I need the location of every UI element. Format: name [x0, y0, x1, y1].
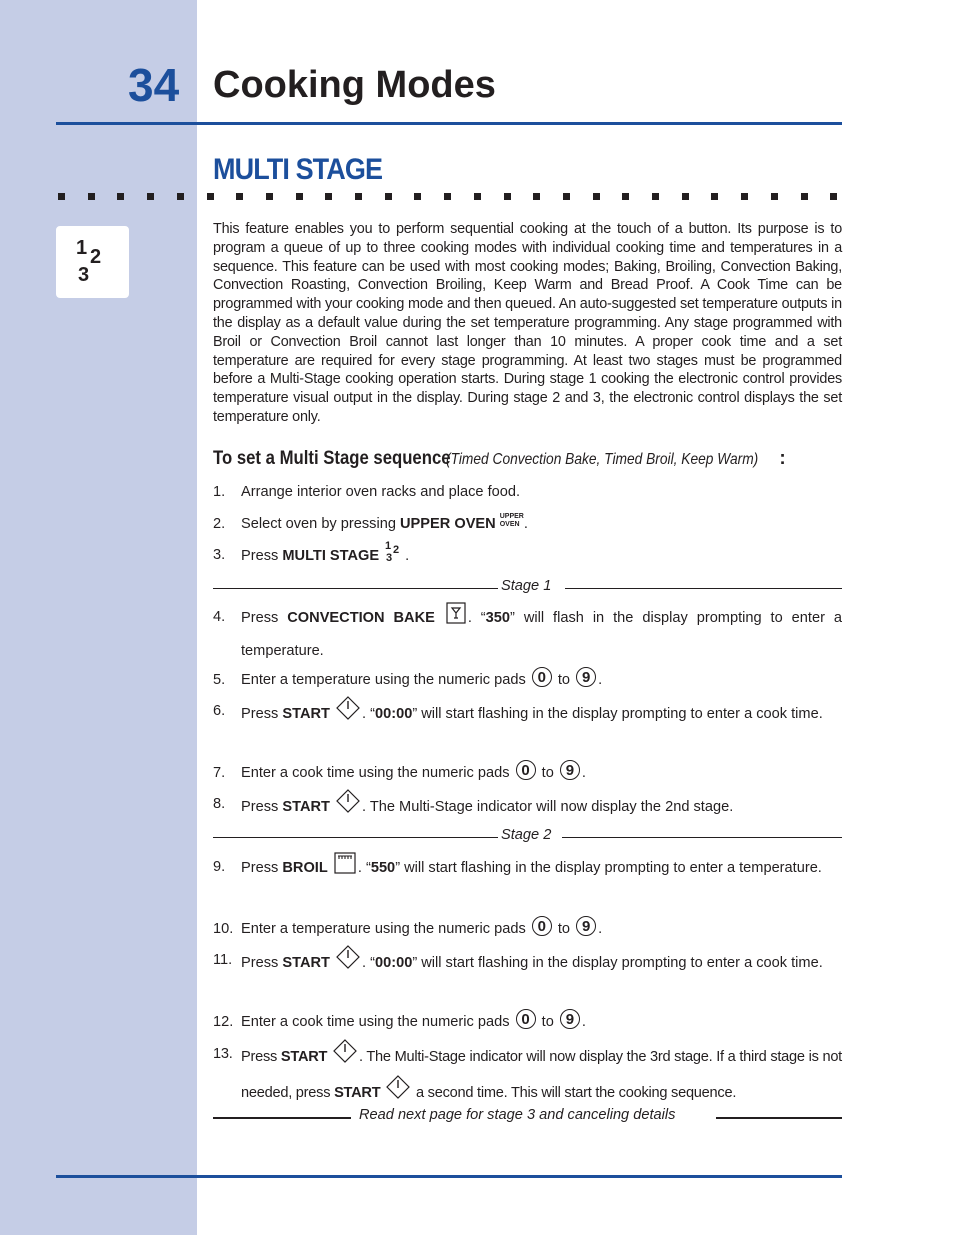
- separator-dot: [741, 193, 748, 200]
- separator-dot: [325, 193, 332, 200]
- separator-dot: [533, 193, 540, 200]
- separator-dot: [385, 193, 392, 200]
- separator-dot: [147, 193, 154, 200]
- svg-text:1: 1: [385, 540, 392, 552]
- separator-dot: [801, 193, 808, 200]
- page-number: 34: [128, 59, 180, 111]
- start-icon: [336, 696, 360, 732]
- dotted-separator: [58, 193, 848, 201]
- convection-bake-icon: [446, 602, 466, 636]
- separator-dot: [652, 193, 659, 200]
- stage-1-divider: Stage 1: [213, 578, 842, 598]
- separator-dot: [236, 193, 243, 200]
- step-1: 1. Arrange interior oven racks and place food.: [213, 484, 521, 500]
- stage-2-divider: Stage 2: [213, 827, 842, 847]
- separator-dot: [266, 193, 273, 200]
- section-title: MULTI STAGE: [213, 153, 383, 186]
- pad-9-icon: 9: [576, 916, 596, 936]
- separator-dot: [58, 193, 65, 200]
- separator-dot: [711, 193, 718, 200]
- step-2: 2. Select oven by pressing UPPER OVEN UPPER OVEN .: [213, 513, 528, 532]
- separator-dot: [117, 193, 124, 200]
- separator-dot: [593, 193, 600, 200]
- separator-dot: [682, 193, 689, 200]
- multi-stage-icon: [56, 226, 129, 298]
- step-10: 10. Enter a temperature using the numeric pads 0 to 9 .: [213, 918, 603, 937]
- step-12: 12. Enter a cook time using the numeric pads 0 to 9 .: [213, 1011, 586, 1030]
- procedure-heading: To set a Multi Stage sequence (Timed Convection Bake, Timed Broil, Keep Warm) :: [213, 448, 786, 469]
- separator-dot: [622, 193, 629, 200]
- separator-dot: [563, 193, 570, 200]
- svg-text:2: 2: [393, 544, 400, 556]
- step-6: 6. Press START . “00:00” will start flashing in the display prompting to enter a cook time.: [213, 696, 842, 732]
- pad-0-icon: 0: [532, 916, 552, 936]
- broil-icon: [334, 852, 356, 886]
- step-4: 4. Press CONVECTION BAKE . “350” will flash in the display prompting to enter a temperature.: [213, 602, 842, 667]
- digit-3: 3: [78, 264, 90, 286]
- start-icon: [336, 945, 360, 981]
- multi-stage-key-icon: [383, 540, 405, 560]
- header-rule: [56, 122, 842, 125]
- footer-rule: [56, 1175, 842, 1178]
- sidebar-band: [0, 0, 197, 1235]
- step-9: 9. Press BROIL . “550” will start flashing in the display prompting to enter a temperature.: [213, 852, 842, 886]
- digit-2: 2: [90, 246, 102, 268]
- pad-9-icon: 9: [576, 667, 596, 687]
- separator-dot: [177, 193, 184, 200]
- separator-dot: [771, 193, 778, 200]
- separator-dot: [88, 193, 95, 200]
- separator-dot: [504, 193, 511, 200]
- pad-0-icon: 0: [532, 667, 552, 687]
- next-page-divider: Read next page for stage 3 and canceling details: [213, 1107, 842, 1127]
- pad-0-icon: 0: [516, 1009, 536, 1029]
- pad-0-icon: 0: [516, 760, 536, 780]
- step-11: 11. Press START . “00:00” will start flashing in the display prompting to enter a cook time.: [213, 945, 842, 981]
- page-title: Cooking Modes: [213, 64, 496, 106]
- step-3: 3. Press MULTI STAGE 1 2 3 .: [213, 540, 410, 564]
- intro-paragraph: This feature enables you to perform sequential cooking at the touch of a button. Its purpose is to program a queue of up to three cooking modes with individual cooking time and temperatures in a sequence. This feature can be used with most cooking modes; Baking, Broiling, Convection Baking, Convection Roasting, Convection Broiling, Keep Warm and Bread Proof. A Cook Time can be programmed with your cooking mode and then queued. An auto-suggested set temperature outputs in the display as a default value during the set temperature programming. Any stage programmed with Broil or Convection Broil cannot last longer than 10 minutes. A proper cook time and a set temperature are required for every stage programming. At least two stages must be programmed before a Multi-Stage cooking operation starts. During stage 1 cooking the electronic control provides temperature visual output in the display. During stage 2 and 3, the electronic control displays the set temperature only.: [213, 221, 842, 425]
- step-7: 7. Enter a cook time using the numeric pads 0 to 9 .: [213, 762, 586, 781]
- pad-9-icon: 9: [560, 1009, 580, 1029]
- upper-oven-icon: UPPER OVEN: [499, 513, 524, 528]
- step-13: 13. Press START . The Multi-Stage indicator will now display the 3rd stage. If a third stage is not needed, press START a second time. This will start the cooking sequence.: [213, 1039, 842, 1111]
- separator-dot: [474, 193, 481, 200]
- digit-1: 1: [76, 237, 88, 259]
- separator-dot: [414, 193, 421, 200]
- separator-dot: [830, 193, 837, 200]
- svg-text:3: 3: [386, 552, 393, 562]
- separator-dot: [207, 193, 214, 200]
- step-8: 8. Press START . The Multi-Stage indicator will now display the 2nd stage.: [213, 789, 842, 825]
- start-icon: [336, 789, 360, 825]
- separator-dot: [296, 193, 303, 200]
- pad-9-icon: 9: [560, 760, 580, 780]
- start-icon: [386, 1075, 410, 1111]
- separator-dot: [444, 193, 451, 200]
- start-icon: [333, 1039, 357, 1075]
- separator-dot: [355, 193, 362, 200]
- step-5: 5. Enter a temperature using the numeric pads 0 to 9 .: [213, 669, 603, 688]
